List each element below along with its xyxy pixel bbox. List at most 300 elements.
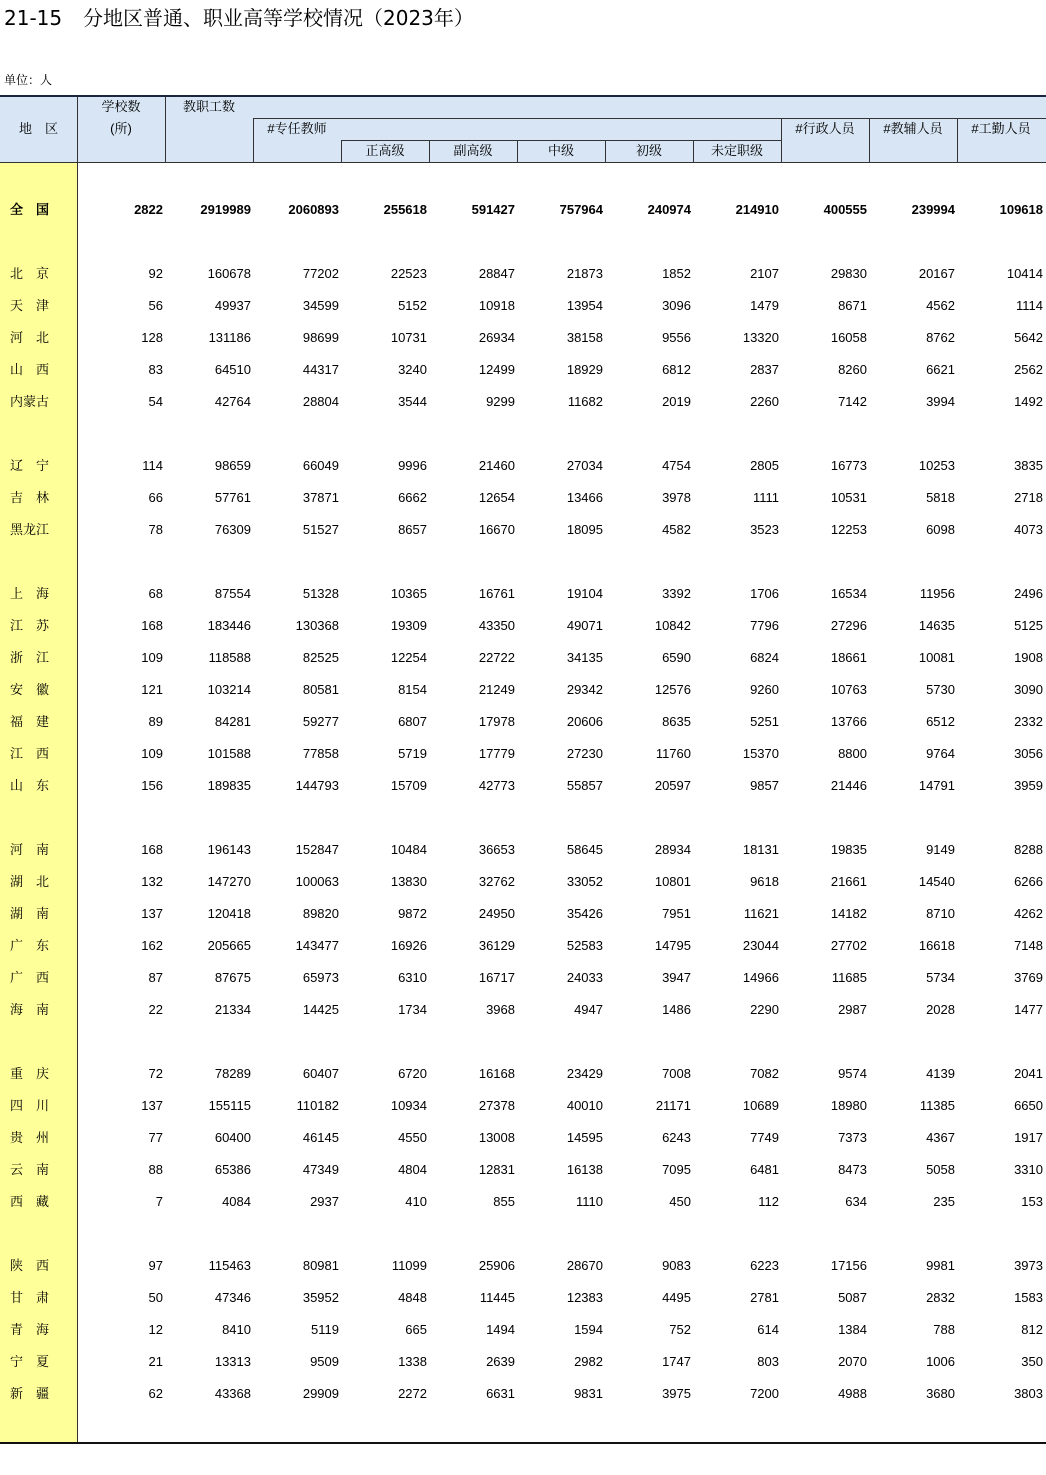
unrated-cell: 13320 — [742, 330, 779, 345]
senior-cell: 8657 — [398, 522, 427, 537]
unrated-cell: 15370 — [742, 746, 779, 761]
auxiliary-cell: 3994 — [926, 394, 955, 409]
staff-total-cell: 101588 — [207, 746, 251, 761]
unrated-cell: 10689 — [742, 1098, 779, 1113]
workers-cell: 1114 — [1016, 298, 1043, 313]
vice-senior-cell: 36129 — [478, 938, 515, 953]
senior-cell: 1338 — [398, 1354, 427, 1369]
workers-cell: 3959 — [1014, 778, 1043, 793]
staff-total-cell: 49937 — [214, 298, 251, 313]
vice-senior-cell: 12831 — [478, 1162, 515, 1177]
vice-senior-cell: 21249 — [478, 682, 515, 697]
header-auxiliary: #教辅人员 — [883, 121, 943, 136]
full-time-teachers-cell: 82525 — [302, 650, 339, 665]
full-time-teachers-cell: 80581 — [302, 682, 339, 697]
junior-cell: 4754 — [662, 458, 691, 473]
auxiliary-cell: 20167 — [918, 266, 955, 281]
header-bottom-rule — [0, 162, 1046, 163]
full-time-teachers-cell: 65973 — [302, 970, 339, 985]
full-time-teachers-cell: 34599 — [302, 298, 339, 313]
unrated-cell: 2290 — [750, 1002, 779, 1017]
table-row — [0, 482, 1046, 514]
staff-total-cell: 87675 — [214, 970, 251, 985]
table-row — [0, 1058, 1046, 1090]
unrated-cell: 1479 — [750, 298, 779, 313]
header-schools: 学校数 — [101, 99, 141, 114]
intermediate-cell: 35426 — [566, 906, 603, 921]
senior-cell: 6720 — [398, 1066, 427, 1081]
header-divider — [429, 140, 430, 162]
auxiliary-cell: 4562 — [926, 298, 955, 313]
vice-senior-cell: 16168 — [478, 1066, 515, 1081]
junior-cell: 2019 — [662, 394, 691, 409]
full-time-teachers-cell: 47349 — [302, 1162, 339, 1177]
unrated-cell: 2837 — [750, 362, 779, 377]
region-name: 贵 州 — [10, 1130, 50, 1145]
administrative-cell: 16534 — [830, 586, 867, 601]
unrated-cell: 6223 — [750, 1258, 779, 1273]
header-unrated: 未定职级 — [710, 143, 763, 158]
administrative-cell: 14182 — [830, 906, 867, 921]
schools-cell: 156 — [141, 778, 163, 793]
region-name: 广 东 — [10, 938, 50, 953]
vice-senior-cell: 11445 — [479, 1290, 515, 1305]
header-divider — [165, 97, 166, 162]
staff-total-cell: 78289 — [214, 1066, 251, 1081]
junior-cell: 28934 — [654, 842, 691, 857]
full-time-teachers-cell: 77858 — [302, 746, 339, 761]
intermediate-cell: 11682 — [567, 394, 603, 409]
unrated-cell: 3523 — [750, 522, 779, 537]
region-name: 黑龙江 — [10, 522, 50, 537]
header-rule — [253, 118, 1046, 119]
senior-cell: 6807 — [398, 714, 427, 729]
table-row — [0, 386, 1046, 418]
table-row — [0, 322, 1046, 354]
table-row — [0, 258, 1046, 290]
senior-cell: 16926 — [390, 938, 427, 953]
junior-cell: 6812 — [662, 362, 691, 377]
workers-cell: 4073 — [1014, 522, 1043, 537]
workers-cell: 6266 — [1014, 874, 1043, 889]
region-name: 辽 宁 — [10, 458, 50, 473]
full-time-teachers-cell: 143477 — [295, 938, 339, 953]
schools-cell: 56 — [148, 298, 163, 313]
region-name: 内蒙古 — [10, 394, 50, 409]
schools-cell: 68 — [148, 586, 163, 601]
region-name: 江 西 — [10, 746, 50, 761]
senior-cell: 4804 — [398, 1162, 427, 1177]
staff-total-cell: 64510 — [214, 362, 251, 377]
unrated-cell: 614 — [757, 1322, 779, 1337]
staff-total-cell: 43368 — [214, 1386, 251, 1401]
schools-cell: 77 — [148, 1130, 163, 1145]
intermediate-cell: 40010 — [566, 1098, 603, 1113]
table-row — [0, 1250, 1046, 1282]
full-time-teachers-cell: 51527 — [302, 522, 339, 537]
vice-senior-cell: 3968 — [486, 1002, 515, 1017]
header-divider — [781, 118, 782, 162]
region-name: 重 庆 — [10, 1066, 50, 1081]
table-row — [0, 1090, 1046, 1122]
unrated-cell: 2260 — [750, 394, 779, 409]
senior-cell: 3544 — [398, 394, 427, 409]
full-time-teachers-cell: 37871 — [302, 490, 339, 505]
vice-senior-cell: 21460 — [478, 458, 515, 473]
vice-senior-cell: 26934 — [478, 330, 515, 345]
full-time-teachers-cell: 29909 — [302, 1386, 339, 1401]
intermediate-cell: 58645 — [566, 842, 603, 857]
region-name: 福 建 — [10, 714, 50, 729]
administrative-cell: 7142 — [838, 394, 867, 409]
full-time-teachers-cell: 144793 — [295, 778, 339, 793]
header-divider — [253, 118, 254, 162]
region-name: 浙 江 — [10, 650, 50, 665]
workers-cell: 7148 — [1014, 938, 1043, 953]
staff-total-cell: 8410 — [222, 1322, 251, 1337]
senior-cell: 9996 — [398, 458, 427, 473]
schools-cell: 50 — [148, 1290, 163, 1305]
workers-cell: 5125 — [1014, 618, 1043, 633]
schools-cell: 137 — [141, 906, 163, 921]
senior-cell: 12254 — [390, 650, 427, 665]
table-row — [0, 898, 1046, 930]
intermediate-cell: 52583 — [566, 938, 603, 953]
vice-senior-cell: 32762 — [478, 874, 515, 889]
staff-total-cell: 4084 — [222, 1194, 251, 1209]
intermediate-cell: 9831 — [574, 1386, 603, 1401]
administrative-cell: 9574 — [838, 1066, 867, 1081]
intermediate-cell: 27230 — [566, 746, 603, 761]
unrated-cell: 7749 — [750, 1130, 779, 1145]
junior-cell: 7008 — [662, 1066, 691, 1081]
staff-total-cell: 98659 — [214, 458, 251, 473]
table-row — [0, 1154, 1046, 1186]
junior-cell: 4582 — [662, 522, 691, 537]
unrated-cell: 5251 — [750, 714, 779, 729]
table-row — [0, 290, 1046, 322]
schools-cell: 132 — [141, 874, 163, 889]
workers-cell: 3310 — [1014, 1162, 1043, 1177]
auxiliary-cell: 11385 — [919, 1098, 955, 1113]
workers-cell: 8288 — [1014, 842, 1043, 857]
intermediate-cell: 757964 — [559, 202, 603, 217]
senior-cell: 4848 — [398, 1290, 427, 1305]
schools-cell: 83 — [148, 362, 163, 377]
administrative-cell: 29830 — [830, 266, 867, 281]
full-time-teachers-cell: 66049 — [302, 458, 339, 473]
intermediate-cell: 18095 — [566, 522, 603, 537]
table-row — [0, 514, 1046, 546]
unrated-cell: 14966 — [742, 970, 779, 985]
unrated-cell: 18131 — [742, 842, 779, 857]
vice-senior-cell: 16670 — [478, 522, 515, 537]
header-divider — [341, 140, 342, 162]
table-row — [0, 706, 1046, 738]
intermediate-cell: 49071 — [566, 618, 603, 633]
full-time-teachers-cell: 59277 — [302, 714, 339, 729]
unrated-cell: 9857 — [750, 778, 779, 793]
unrated-cell: 9260 — [750, 682, 779, 697]
administrative-cell: 2070 — [838, 1354, 867, 1369]
schools-cell: 92 — [148, 266, 163, 281]
full-time-teachers-cell: 77202 — [302, 266, 339, 281]
junior-cell: 21171 — [655, 1098, 691, 1113]
unrated-cell: 7796 — [750, 618, 779, 633]
full-time-teachers-cell: 2937 — [310, 1194, 339, 1209]
schools-cell: 66 — [148, 490, 163, 505]
schools-cell: 137 — [141, 1098, 163, 1113]
administrative-cell: 16058 — [830, 330, 867, 345]
region-name: 河 南 — [10, 842, 50, 857]
region-name: 吉 林 — [10, 490, 50, 505]
workers-cell: 1908 — [1014, 650, 1043, 665]
junior-cell: 7951 — [662, 906, 691, 921]
senior-cell: 6662 — [398, 490, 427, 505]
administrative-cell: 10763 — [830, 682, 867, 697]
workers-cell: 109618 — [999, 202, 1043, 217]
full-time-teachers-cell: 80981 — [302, 1258, 339, 1273]
junior-cell: 3096 — [662, 298, 691, 313]
full-time-teachers-cell: 5119 — [311, 1322, 339, 1337]
region-name: 云 南 — [10, 1162, 50, 1177]
workers-cell: 1477 — [1014, 1002, 1043, 1017]
header-divider — [869, 118, 870, 162]
region-name: 四 川 — [10, 1098, 50, 1113]
senior-cell: 3240 — [398, 362, 427, 377]
staff-total-cell: 103214 — [207, 682, 251, 697]
region-name: 新 疆 — [10, 1386, 50, 1401]
vice-senior-cell: 10918 — [478, 298, 515, 313]
unrated-cell: 2805 — [750, 458, 779, 473]
administrative-cell: 5087 — [838, 1290, 867, 1305]
junior-cell: 20597 — [654, 778, 691, 793]
auxiliary-cell: 11956 — [919, 586, 955, 601]
region-name: 安 徽 — [10, 682, 50, 697]
header-rule — [341, 140, 781, 141]
schools-cell: 109 — [141, 650, 163, 665]
administrative-cell: 8260 — [838, 362, 867, 377]
unrated-cell: 11621 — [743, 906, 779, 921]
workers-cell: 2041 — [1014, 1066, 1043, 1081]
table-row — [0, 834, 1046, 866]
administrative-cell: 18980 — [830, 1098, 867, 1113]
header-senior: 正高级 — [365, 143, 405, 158]
schools-cell: 2822 — [134, 202, 163, 217]
junior-cell: 450 — [669, 1194, 691, 1209]
unrated-cell: 23044 — [742, 938, 779, 953]
intermediate-cell: 13954 — [566, 298, 603, 313]
full-time-teachers-cell: 51328 — [302, 586, 339, 601]
full-time-teachers-cell: 110182 — [296, 1098, 339, 1113]
junior-cell: 11760 — [655, 746, 691, 761]
administrative-cell: 8671 — [838, 298, 867, 313]
schools-cell: 168 — [141, 842, 163, 857]
senior-cell: 10484 — [390, 842, 427, 857]
schools-cell: 87 — [148, 970, 163, 985]
junior-cell: 1852 — [662, 266, 691, 281]
auxiliary-cell: 9149 — [926, 842, 955, 857]
junior-cell: 6243 — [662, 1130, 691, 1145]
table-row — [0, 1186, 1046, 1218]
region-name: 山 西 — [10, 362, 50, 377]
staff-total-cell: 13313 — [214, 1354, 251, 1369]
header-full-time-teachers: #专任教师 — [267, 121, 327, 136]
auxiliary-cell: 6098 — [926, 522, 955, 537]
unrated-cell: 1706 — [750, 586, 779, 601]
table-row — [0, 1314, 1046, 1346]
region-name: 甘 肃 — [10, 1290, 50, 1305]
staff-total-cell: 47346 — [214, 1290, 251, 1305]
table-row — [0, 610, 1046, 642]
intermediate-cell: 2982 — [574, 1354, 603, 1369]
unit-label: 单位：人 — [4, 73, 53, 87]
full-time-teachers-cell: 152847 — [295, 842, 339, 857]
unrated-cell: 803 — [757, 1354, 779, 1369]
region-name: 青 海 — [10, 1322, 50, 1337]
schools-cell: 121 — [141, 682, 163, 697]
workers-cell: 1917 — [1014, 1130, 1043, 1145]
senior-cell: 410 — [405, 1194, 427, 1209]
region-name: 北 京 — [10, 266, 50, 281]
table-row — [0, 1346, 1046, 1378]
national-row — [0, 194, 1046, 226]
header-divider — [693, 140, 694, 162]
region-name: 全 国 — [10, 202, 50, 217]
senior-cell: 255618 — [383, 202, 427, 217]
senior-cell: 13830 — [390, 874, 427, 889]
junior-cell: 9083 — [662, 1258, 691, 1273]
table-row — [0, 354, 1046, 386]
intermediate-cell: 13466 — [566, 490, 603, 505]
staff-total-cell: 84281 — [214, 714, 251, 729]
administrative-cell: 27296 — [830, 618, 867, 633]
region-name: 天 津 — [10, 298, 50, 313]
header-schools-unit: (所) — [110, 121, 132, 136]
unrated-cell: 6481 — [750, 1162, 779, 1177]
junior-cell: 9556 — [662, 330, 691, 345]
region-name: 西 藏 — [10, 1194, 50, 1209]
staff-total-cell: 131186 — [208, 330, 251, 345]
auxiliary-cell: 6512 — [926, 714, 955, 729]
workers-cell: 2562 — [1014, 362, 1043, 377]
staff-total-cell: 57761 — [214, 490, 251, 505]
vice-senior-cell: 22722 — [478, 650, 515, 665]
senior-cell: 4550 — [398, 1130, 427, 1145]
schools-cell: 114 — [142, 458, 163, 473]
schools-cell: 168 — [141, 618, 163, 633]
vice-senior-cell: 24950 — [478, 906, 515, 921]
auxiliary-cell: 239994 — [911, 202, 955, 217]
table-row — [0, 866, 1046, 898]
full-time-teachers-cell: 28804 — [302, 394, 339, 409]
administrative-cell: 400555 — [823, 202, 867, 217]
schools-cell: 78 — [148, 522, 163, 537]
auxiliary-cell: 5818 — [926, 490, 955, 505]
intermediate-cell: 27034 — [566, 458, 603, 473]
senior-cell: 5152 — [398, 298, 427, 313]
administrative-cell: 1384 — [838, 1322, 867, 1337]
table-row — [0, 578, 1046, 610]
senior-cell: 2272 — [398, 1386, 427, 1401]
workers-cell: 3803 — [1014, 1386, 1043, 1401]
auxiliary-cell: 788 — [933, 1322, 955, 1337]
unrated-cell: 2107 — [750, 266, 779, 281]
header-junior: 初级 — [635, 143, 662, 158]
junior-cell: 10801 — [654, 874, 691, 889]
auxiliary-cell: 9764 — [926, 746, 955, 761]
vice-senior-cell: 2639 — [486, 1354, 515, 1369]
staff-total-cell: 183446 — [207, 618, 251, 633]
table-row — [0, 738, 1046, 770]
junior-cell: 1486 — [662, 1002, 691, 1017]
intermediate-cell: 38158 — [566, 330, 603, 345]
administrative-cell: 10531 — [830, 490, 867, 505]
table-row — [0, 994, 1046, 1026]
vice-senior-cell: 43350 — [478, 618, 515, 633]
intermediate-cell: 34135 — [566, 650, 603, 665]
senior-cell: 10934 — [390, 1098, 427, 1113]
page-title: 分地区普通、职业高等学校情况（2023年） — [83, 6, 474, 30]
staff-total-cell: 155115 — [208, 1098, 251, 1113]
staff-total-cell: 205665 — [207, 938, 251, 953]
staff-total-cell: 21334 — [214, 1002, 251, 1017]
workers-cell: 3973 — [1014, 1258, 1043, 1273]
auxiliary-cell: 3680 — [926, 1386, 955, 1401]
administrative-cell: 8800 — [838, 746, 867, 761]
vice-senior-cell: 17978 — [478, 714, 515, 729]
workers-cell: 153 — [1021, 1194, 1043, 1209]
region-name: 广 西 — [10, 970, 50, 985]
staff-total-cell: 160678 — [207, 266, 251, 281]
table-number: 21-15 — [4, 6, 63, 30]
auxiliary-cell: 5730 — [926, 682, 955, 697]
intermediate-cell: 14595 — [566, 1130, 603, 1145]
administrative-cell: 4988 — [838, 1386, 867, 1401]
intermediate-cell: 20606 — [566, 714, 603, 729]
auxiliary-cell: 8710 — [926, 906, 955, 921]
auxiliary-cell: 4367 — [926, 1130, 955, 1145]
junior-cell: 3975 — [662, 1386, 691, 1401]
schools-cell: 21 — [148, 1354, 163, 1369]
table-row — [0, 642, 1046, 674]
auxiliary-cell: 4139 — [926, 1066, 955, 1081]
schools-cell: 88 — [148, 1162, 163, 1177]
header-region: 地 区 — [18, 121, 58, 136]
region-name: 海 南 — [10, 1002, 50, 1017]
junior-cell: 3392 — [662, 586, 691, 601]
full-time-teachers-cell: 46145 — [302, 1130, 339, 1145]
vice-senior-cell: 16717 — [478, 970, 515, 985]
table-row — [0, 1122, 1046, 1154]
full-time-teachers-cell: 130368 — [295, 618, 339, 633]
unrated-cell: 214910 — [735, 202, 779, 217]
header-divider — [605, 140, 606, 162]
senior-cell: 5719 — [398, 746, 427, 761]
schools-cell: 89 — [148, 714, 163, 729]
staff-total-cell: 118588 — [208, 650, 251, 665]
senior-cell: 22523 — [390, 266, 427, 281]
vice-senior-cell: 28847 — [478, 266, 515, 281]
senior-cell: 10731 — [390, 330, 427, 345]
vice-senior-cell: 42773 — [478, 778, 515, 793]
full-time-teachers-cell: 2060893 — [288, 202, 339, 217]
workers-cell: 10414 — [1006, 266, 1043, 281]
administrative-cell: 634 — [845, 1194, 867, 1209]
senior-cell: 1734 — [398, 1002, 427, 1017]
vice-senior-cell: 12499 — [478, 362, 515, 377]
senior-cell: 11099 — [391, 1258, 427, 1273]
